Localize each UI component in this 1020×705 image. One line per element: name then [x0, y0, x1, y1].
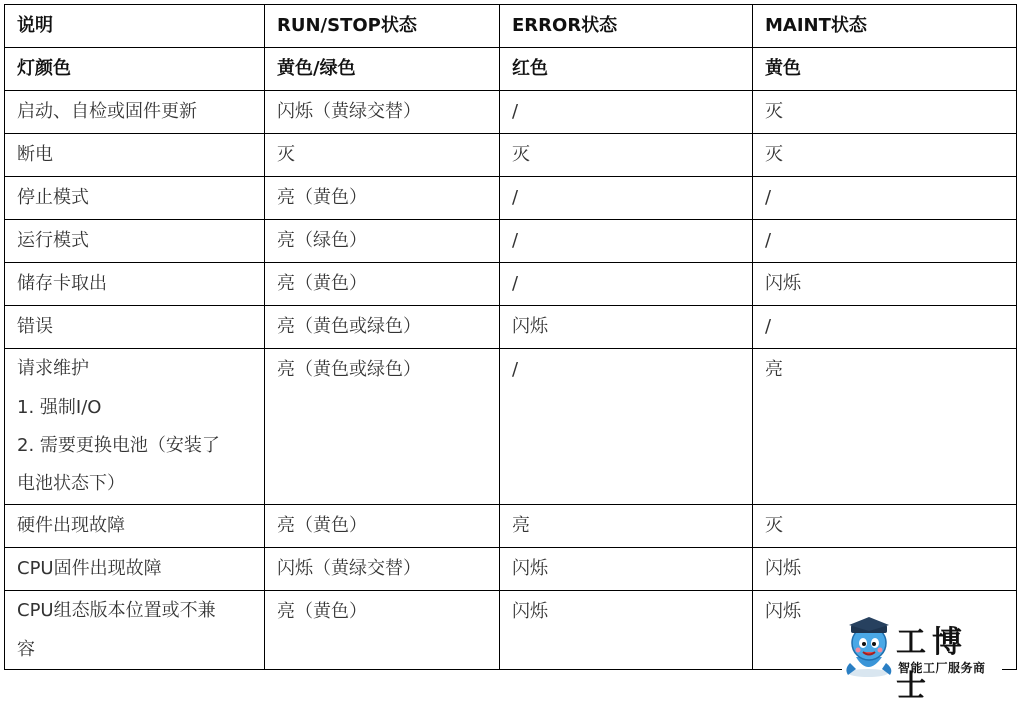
- table-cell: 亮（黄色或绿色）: [265, 349, 500, 505]
- led-color-row: [5, 48, 1017, 91]
- table-cell-multiline: [5, 591, 265, 670]
- table-cell: /: [753, 306, 1017, 349]
- table-cell: /: [500, 91, 753, 134]
- table-cell: 灭: [265, 134, 500, 177]
- table-cell: 闪烁: [753, 263, 1017, 306]
- table-row: [5, 220, 1017, 263]
- header-cell-error: ERROR状态: [500, 5, 753, 48]
- cell-line: 请求维护: [17, 358, 89, 379]
- table-row: [5, 91, 1017, 134]
- table-cell: 灯颜色: [5, 48, 265, 91]
- table-cell: 闪烁: [753, 591, 1017, 670]
- table-cell: 灭: [753, 134, 1017, 177]
- table-cell: 红色: [500, 48, 753, 91]
- table-cell: /: [500, 263, 753, 306]
- table-cell: 储存卡取出: [5, 263, 265, 306]
- table-cell: /: [500, 220, 753, 263]
- table-cell: 亮: [753, 349, 1017, 505]
- cell-line: CPU组态版本位置或不兼: [17, 600, 216, 621]
- table-cell: 硬件出现故障: [5, 505, 265, 548]
- table-cell: 闪烁（黄绿交替）: [265, 548, 500, 591]
- table-cell-multiline: [5, 349, 265, 505]
- table-cell: /: [500, 349, 753, 505]
- table-cell: 灭: [500, 134, 753, 177]
- status-led-table: [4, 4, 1017, 670]
- table-row: [5, 505, 1017, 548]
- mascot-icon: [842, 613, 896, 679]
- cell-line: 电池状态下）: [17, 473, 125, 494]
- header-cell-run-stop: RUN/STOP状态: [265, 5, 500, 48]
- table-cell: 错误: [5, 306, 265, 349]
- table-cell: 灭: [753, 91, 1017, 134]
- table-row: [5, 263, 1017, 306]
- table-cell: /: [500, 177, 753, 220]
- table-row: [5, 177, 1017, 220]
- table-cell: 闪烁: [500, 591, 753, 670]
- table-cell: 闪烁: [500, 548, 753, 591]
- table-cell: 黄色/绿色: [265, 48, 500, 91]
- table-row: [5, 548, 1017, 591]
- table-row: [5, 306, 1017, 349]
- cell-line: 容: [17, 639, 35, 660]
- table-cell: 亮（绿色）: [265, 220, 500, 263]
- table-cell: 亮（黄色）: [265, 263, 500, 306]
- table-cell: /: [753, 220, 1017, 263]
- table-row: [5, 134, 1017, 177]
- table-cell: 亮: [500, 505, 753, 548]
- table-header-row: [5, 5, 1017, 48]
- table-cell: 亮（黄色）: [265, 505, 500, 548]
- table-cell: 闪烁: [753, 548, 1017, 591]
- table-cell: 灭: [753, 505, 1017, 548]
- table-cell: 停止模式: [5, 177, 265, 220]
- header-cell-maint: MAINT状态: [753, 5, 1017, 48]
- cell-line: 2. 需要更换电池（安装了: [17, 435, 220, 456]
- table-cell: 亮（黄色）: [265, 177, 500, 220]
- brand-logo: [842, 613, 1002, 704]
- table-cell: 亮（黄色或绿色）: [265, 306, 500, 349]
- table-cell: 运行模式: [5, 220, 265, 263]
- table-cell: 闪烁（黄绿交替）: [265, 91, 500, 134]
- table-cell: 亮（黄色）: [265, 591, 500, 670]
- table-cell: 闪烁: [500, 306, 753, 349]
- table-cell: /: [753, 177, 1017, 220]
- table-cell: 启动、自检或固件更新: [5, 91, 265, 134]
- brand-name: 工博士: [896, 625, 968, 704]
- table-cell: 黄色: [753, 48, 1017, 91]
- header-cell-description: 说明: [5, 5, 265, 48]
- table-cell: CPU固件出现故障: [5, 548, 265, 591]
- table-row-maintenance: [5, 349, 1017, 505]
- table-cell: 断电: [5, 134, 265, 177]
- cell-line: 1. 强制I/O: [17, 397, 102, 418]
- brand-slogan: 智能工厂服务商: [898, 661, 986, 675]
